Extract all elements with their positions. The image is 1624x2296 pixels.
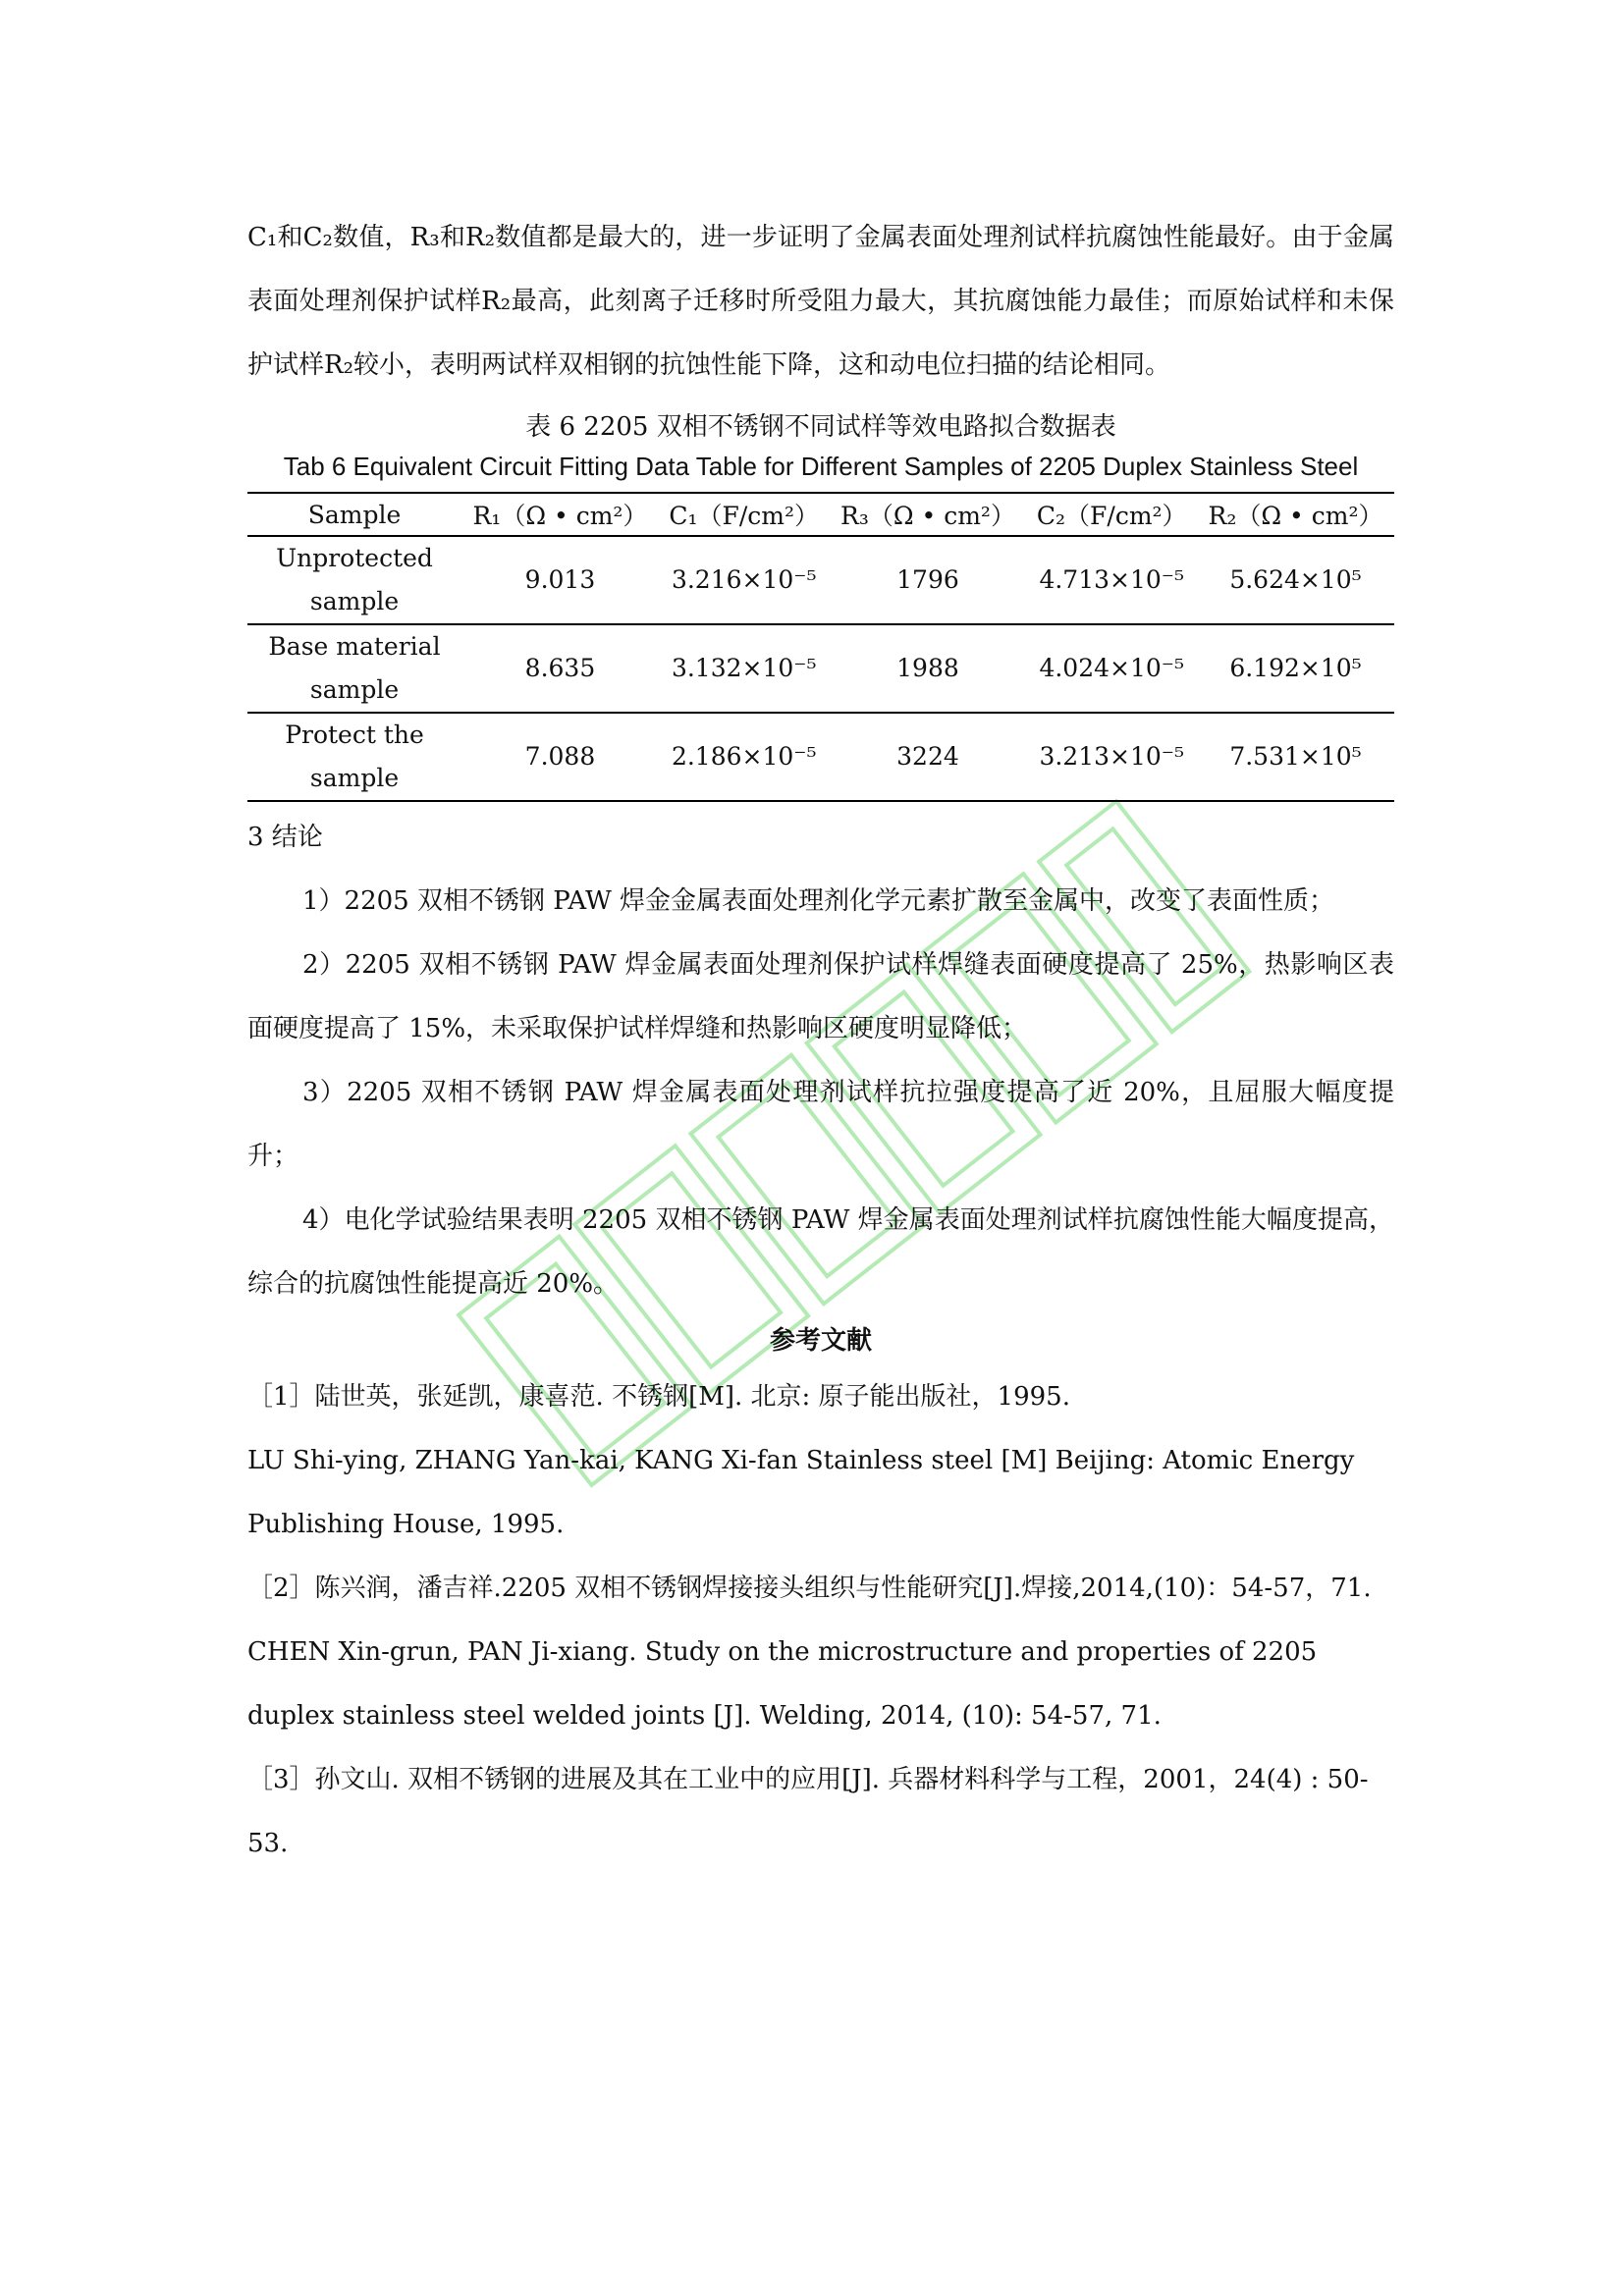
- cell-sample: Protect the sample: [247, 713, 461, 801]
- references-title: 参考文献: [769, 1326, 872, 1356]
- reference-item: LU Shi-ying, ZHANG Yan-kai, KANG Xi-fan Stainless steel [M] Beijing: Atomic Energy Publishing House, 1995.: [247, 1446, 1355, 1539]
- cell-r3: 3224: [830, 713, 1027, 801]
- paper-page: [247, 206, 1394, 1876]
- cell-r1: 7.088: [461, 713, 659, 801]
- table-caption-cn: 表 6 2205 双相不锈钢不同试样等效电路拟合数据表: [525, 412, 1116, 442]
- table-row: [247, 624, 1394, 713]
- cell-sample: Unprotected sample: [247, 536, 461, 624]
- cell-c1: 3.216×10⁻⁵: [659, 536, 830, 624]
- cell-c1: 2.186×10⁻⁵: [659, 713, 830, 801]
- cell-c2: 4.024×10⁻⁵: [1026, 624, 1197, 713]
- cell-r2: 7.531×10⁵: [1197, 713, 1394, 801]
- cell-r1: 9.013: [461, 536, 659, 624]
- cell-sample: Base material sample: [247, 624, 461, 713]
- cell-c2: 4.713×10⁻⁵: [1026, 536, 1197, 624]
- conclusion-item: 3）2205 双相不锈钢 PAW 焊金属表面处理剂试样抗拉强度提高了近 20%，且屈服大幅度提升；: [247, 1078, 1394, 1171]
- cell-r2: 6.192×10⁵: [1197, 624, 1394, 713]
- cell-r3: 1988: [830, 624, 1027, 713]
- reference-item: ［3］孙文山. 双相不锈钢的进展及其在工业中的应用[J]. 兵器材料科学与工程，2001，24(4) : 50-53.: [247, 1765, 1369, 1858]
- header-sample: Sample: [247, 493, 461, 536]
- conclusion-heading: 3 结论: [247, 823, 323, 852]
- reference-item: ［2］陈兴润，潘吉祥.2205 双相不锈钢焊接接头组织与性能研究[J].焊接,2014,(10)：54-57，71.: [247, 1574, 1372, 1603]
- table-header-row: [247, 493, 1394, 536]
- fitting-data-table: [247, 492, 1394, 802]
- header-r1: R₁（Ω • cm²）: [461, 493, 659, 536]
- conclusion-item: 4）电化学试验结果表明 2205 双相不锈钢 PAW 焊金属表面处理剂试样抗腐蚀性能大幅度提高，综合的抗腐蚀性能提高近 20%。: [247, 1205, 1394, 1299]
- cell-r3: 1796: [830, 536, 1027, 624]
- header-c2: C₂（F/cm²）: [1026, 493, 1197, 536]
- cell-c2: 3.213×10⁻⁵: [1026, 713, 1197, 801]
- table-row: [247, 536, 1394, 624]
- table-row: [247, 713, 1394, 801]
- reference-item: CHEN Xin-grun, PAN Ji-xiang. Study on the microstructure and properties of 2205 duplex stainless steel welded joints [J]. Welding, 2014, (10): 54-57, 71.: [247, 1637, 1318, 1731]
- header-r3: R₃（Ω • cm²）: [830, 493, 1027, 536]
- header-c1: C₁（F/cm²）: [659, 493, 830, 536]
- conclusion-item: 2）2205 双相不锈钢 PAW 焊金属表面处理剂保护试样焊缝表面硬度提高了 25%，热影响区表面硬度提高了 15%，未采取保护试样焊缝和热影响区硬度明显降低；: [247, 950, 1394, 1043]
- header-r2: R₂（Ω • cm²）: [1197, 493, 1394, 536]
- reference-item: ［1］陆世英，张延凯，康喜范. 不锈钢[M]. 北京: 原子能出版社，1995.: [247, 1382, 1070, 1412]
- intro-paragraph: C₁和C₂数值，R₃和R₂数值都是最大的，进一步证明了金属表面处理剂试样抗腐蚀性能最好。由于金属表面处理剂保护试样R₂最高，此刻离子迁移时所受阻力最大，其抗腐蚀能力最佳；而原始试样和未保护试样R₂较小，表明两试样双相钢的抗蚀性能下降，这和动电位扫描的结论相同。: [247, 223, 1394, 380]
- table-caption-en: Tab 6 Equivalent Circuit Fitting Data Table for Different Samples of 2205 Duplex Stainless Steel: [283, 452, 1359, 481]
- cell-r1: 8.635: [461, 624, 659, 713]
- cell-c1: 3.132×10⁻⁵: [659, 624, 830, 713]
- cell-r2: 5.624×10⁵: [1197, 536, 1394, 624]
- conclusion-item: 1）2205 双相不锈钢 PAW 焊金金属表面处理剂化学元素扩散至金属中，改变了表面性质；: [302, 886, 1335, 916]
